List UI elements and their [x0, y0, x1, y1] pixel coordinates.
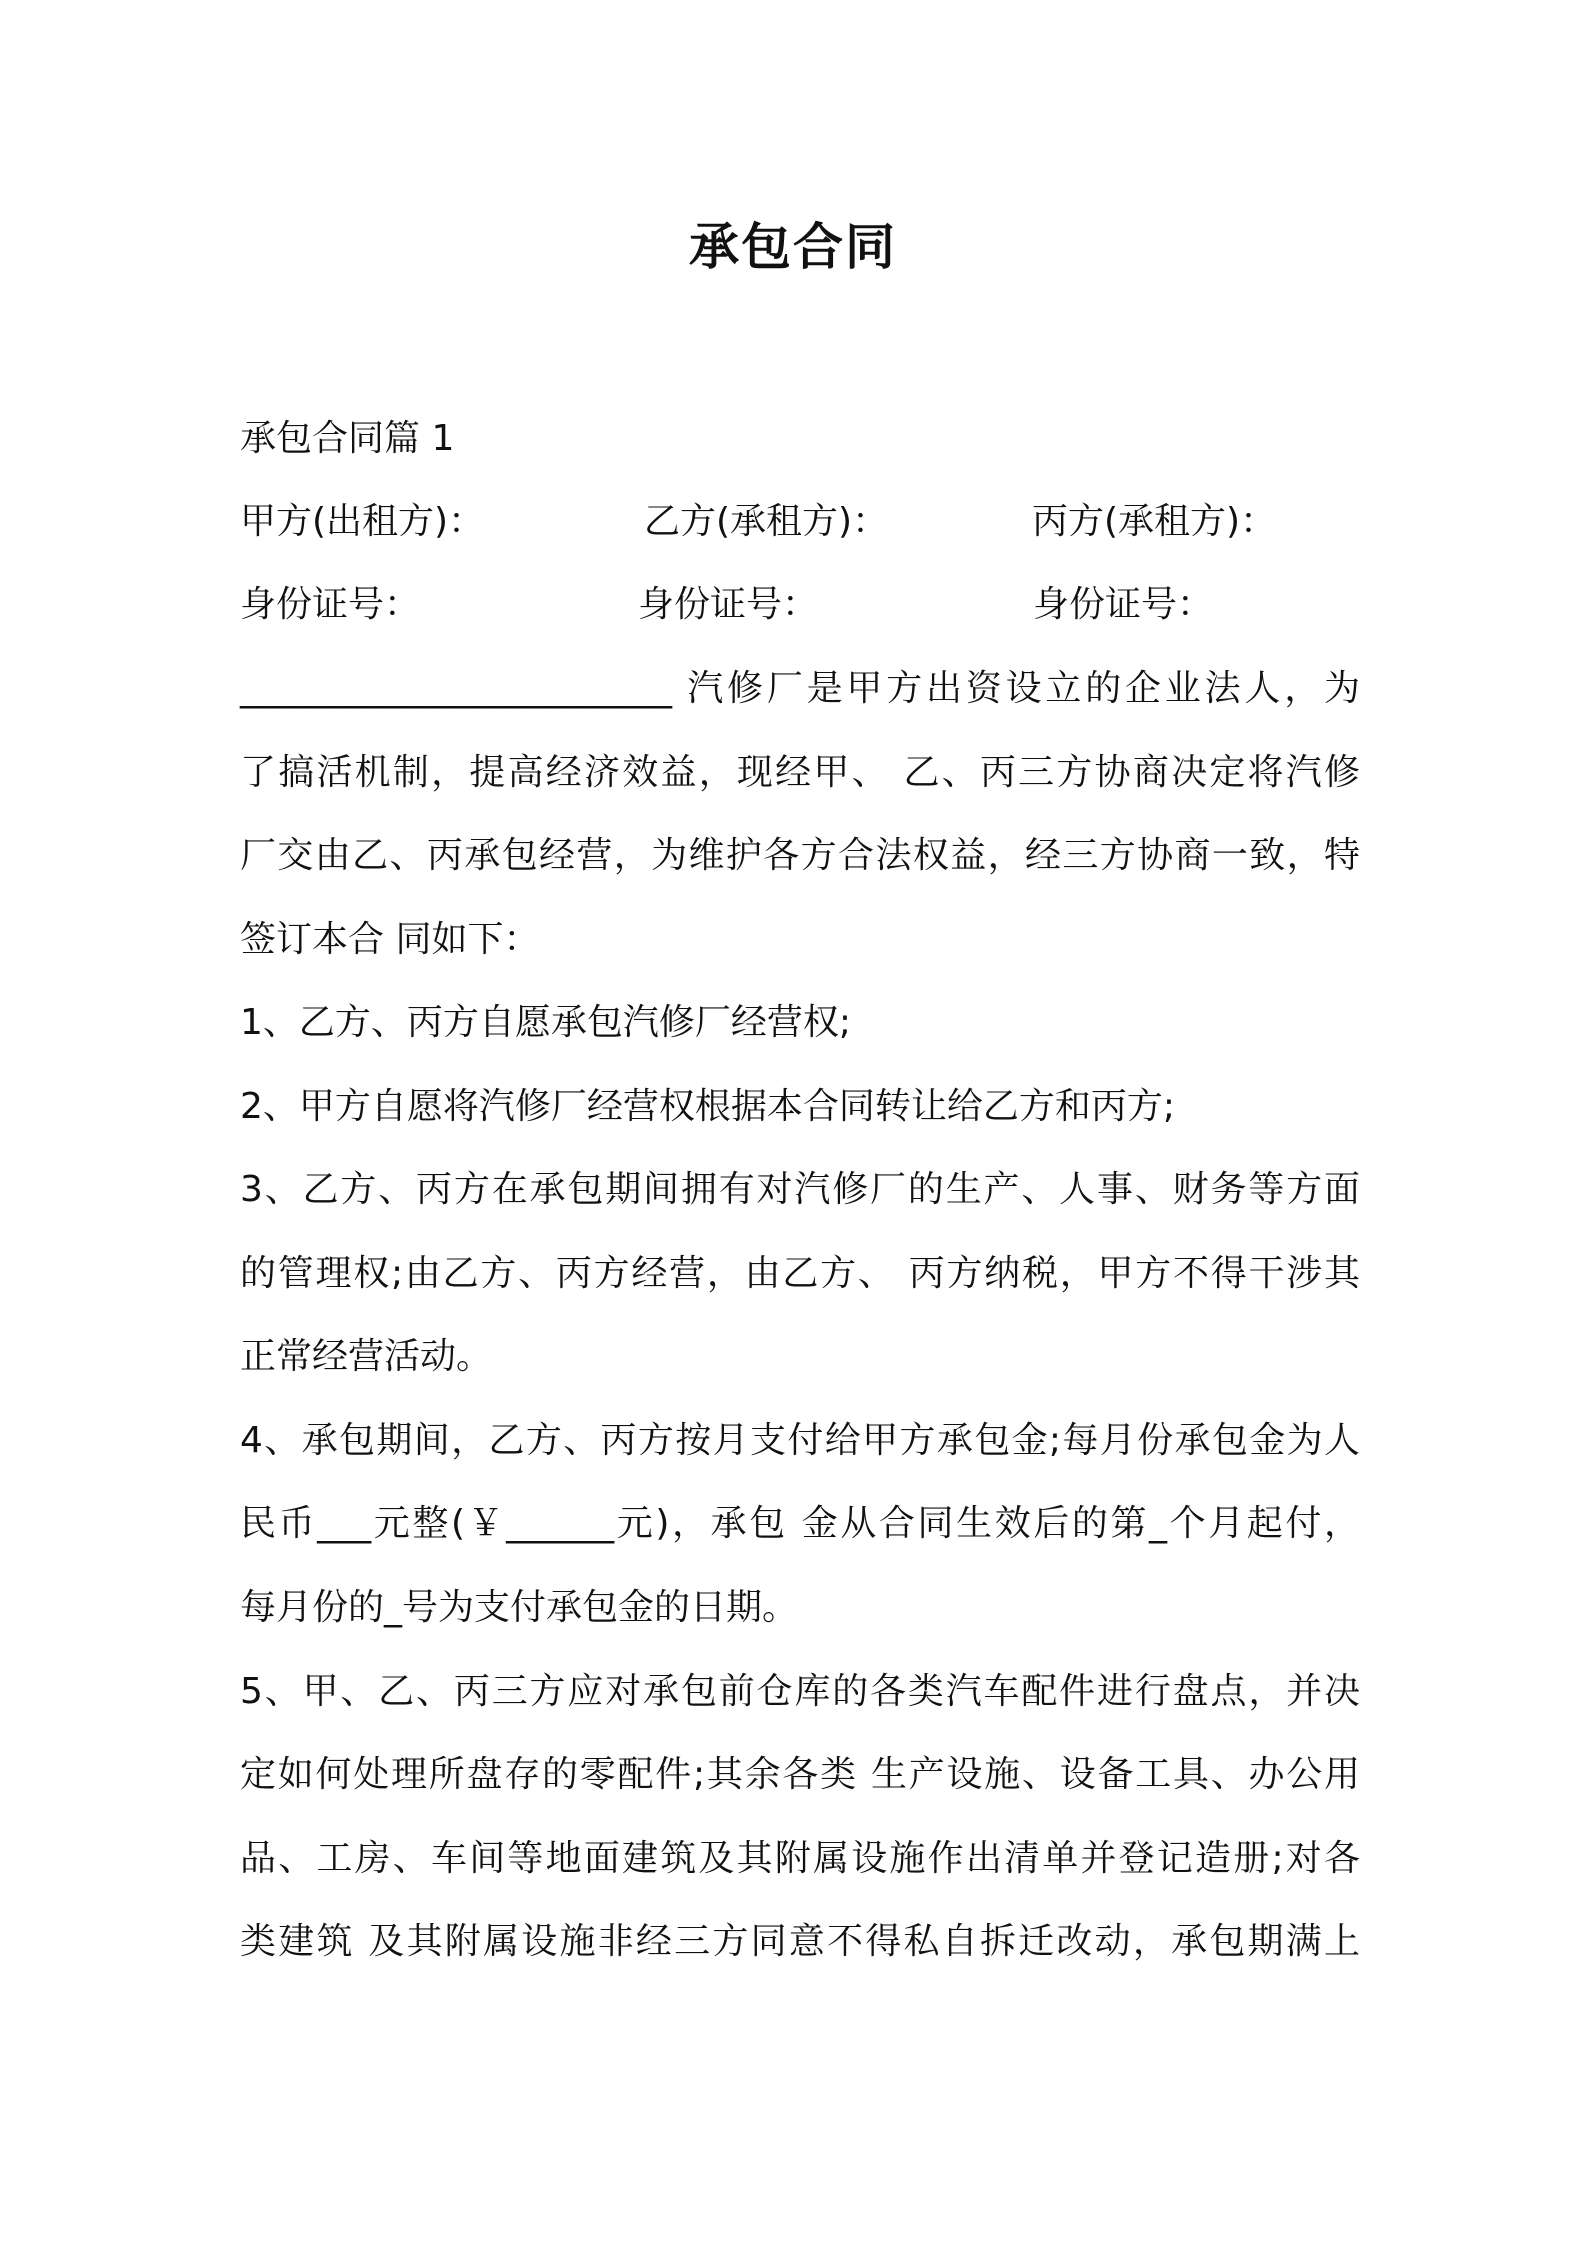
party-a-id-label: 身份证号： [240, 584, 421, 625]
clause-4-line: 民币___元整(￥______元)，承包 金从合同生效后的第_个月起付， [240, 1503, 1360, 1544]
clause-3-line: 3、乙方、丙方在承包期间拥有对汽修厂的生产、人事、财务等方面 [240, 1169, 1360, 1210]
clause-3-line: 的管理权;由乙方、丙方经营，由乙方、 丙方纳税，甲方不得干涉其 [240, 1253, 1360, 1294]
clause-5-line: 定如何处理所盘存的零配件;其余各类 生产设施、设备工具、办公用 [240, 1754, 1360, 1795]
party-c-id-label: 身份证号： [1033, 584, 1214, 625]
intro-line: 了搞活机制，提高经济效益，现经甲、 乙、丙三方协商决定将汽修 [240, 752, 1360, 793]
party-a-label: 甲方(出租方)： [240, 501, 485, 542]
clause-2: 2、甲方自愿将汽修厂经营权根据本合同转让给乙方和丙方; [240, 1086, 1176, 1127]
intro-line: 签订本合 同如下： [240, 919, 540, 960]
clause-5-line: 5、甲、乙、丙三方应对承包前仓库的各类汽车配件进行盘点，并决 [240, 1671, 1360, 1712]
intro-line: ________________________ 汽修厂是甲方出资设立的企业法人，为 [240, 668, 1360, 709]
section-heading: 承包合同篇 1 [240, 418, 455, 459]
document-title: 承包合同 [689, 218, 897, 276]
intro-line: 厂交由乙、丙承包经营，为维护各方合法权益，经三方协商一致，特 [240, 835, 1360, 876]
id-row [240, 579, 1360, 631]
clause-5-line: 类建筑 及其附属设施非经三方同意不得私自拆迁改动，承包期满上 [240, 1921, 1360, 1962]
clause-1: 1、乙方、丙方自愿承包汽修厂经营权; [240, 1002, 852, 1043]
clause-4-line: 每月份的_号为支付承包金的日期。 [240, 1587, 799, 1628]
party-b-label: 乙方(承租方)： [644, 501, 889, 542]
party-b-id-label: 身份证号： [638, 584, 819, 625]
party-c-label: 丙方(承租方)： [1032, 501, 1277, 542]
clause-5-line: 品、工房、车间等地面建筑及其附属设施作出清单并登记造册;对各 [240, 1838, 1360, 1879]
parties-row [240, 496, 1360, 548]
clause-3-line: 正常经营活动。 [240, 1336, 493, 1377]
clause-4-line: 4、承包期间，乙方、丙方按月支付给甲方承包金;每月份承包金为人 [240, 1420, 1360, 1461]
